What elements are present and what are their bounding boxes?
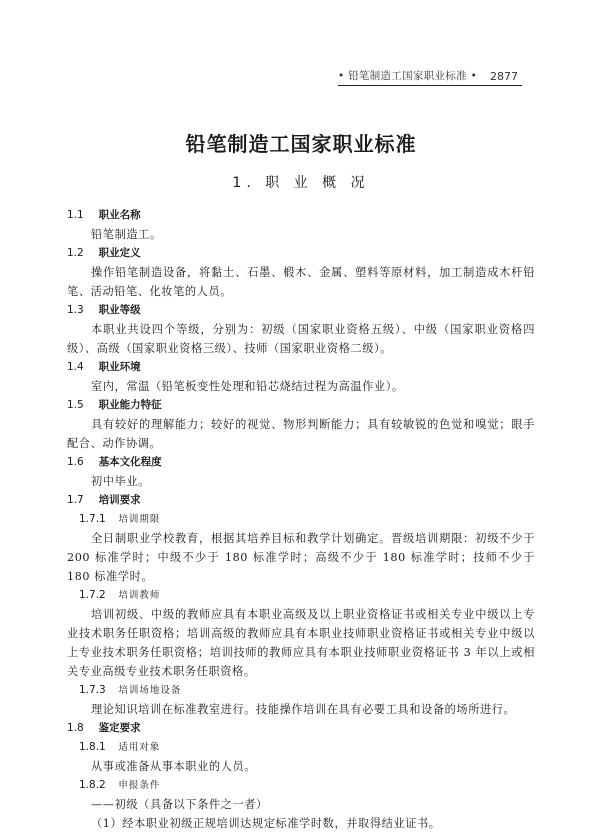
- section-number: 1.5: [67, 399, 84, 411]
- section-title: 鉴定要求: [98, 722, 141, 734]
- subsection-heading-1-7-2: [67, 586, 535, 605]
- section-title: 职业名称: [98, 209, 141, 221]
- subsection-body-1-7-2: 培训初级、中级的教师应具有本职业高级及以上职业资格证书或相关专业中级以上专业技术职务任职资格；培训高级的教师应具有本职业技师职业资格证书或相关专业中级以上专业技术职务任职资格；培训技师的教师应具有本职业技师职业资格证书 3 年以上或相关专业高级专业技术职务任职资格。: [67, 608, 535, 678]
- section-number: 1.7: [67, 494, 84, 506]
- section-title: 职业能力特征: [98, 399, 162, 411]
- section-number: 1.1: [67, 209, 84, 221]
- subsection-heading-1-8-2: [67, 776, 535, 795]
- section-heading-1-8: [67, 719, 535, 738]
- running-header-title: • 铅笔制造工国家职业标准 •: [338, 70, 478, 82]
- running-header: [338, 66, 522, 86]
- subsection-number: 1.7.1: [79, 513, 106, 525]
- section-number: 1.3: [67, 304, 84, 316]
- section-heading-1-5: [67, 396, 535, 415]
- document-body: [67, 206, 535, 833]
- section-body-1-5: 具有较好的理解能力；较好的视觉、物形判断能力；具有较敏锐的色觉和嗅觉；眼手配合、动作协调。: [67, 418, 535, 450]
- section-title: 职业环境: [98, 361, 141, 373]
- section-body-1-4: 室内，常温（铅笔板变性处理和铅芯烧结过程为高温作业）。: [91, 380, 404, 393]
- subsection-body-1-7-1: 全日制职业学校教育，根据其培养目标和教学计划确定。晋级培训期限：初级不少于 200 标准学时；中级不少于 180 标准学时；高级不少于 180 标准学时；技师不少于 180 标准学时。: [67, 532, 535, 583]
- section-heading-1-4: [67, 358, 535, 377]
- section-number: 1.4: [67, 361, 84, 373]
- section-body-1-2: 操作铅笔制造设备，将黏土、石墨、椴木、金属、塑料等原材料，加工制造成木杆铅笔、活动铅笔、化妆笔的人员。: [67, 266, 535, 298]
- section-number: 1.8: [67, 722, 84, 734]
- section-heading-1-6: [67, 453, 535, 472]
- section-number: 1.2: [67, 247, 84, 259]
- subsection-heading-1-7-1: [67, 510, 535, 529]
- section-heading-1-1: [67, 206, 535, 225]
- document-title: 铅笔制造工国家职业标准: [185, 132, 417, 156]
- section-title: 职业定义: [98, 247, 141, 259]
- subsection-title: 申报条件: [118, 780, 161, 791]
- subsection-title: 培训期限: [118, 514, 161, 525]
- section-body-1-1: 铅笔制造工。: [91, 228, 162, 241]
- subsection-body-1-7-3: 理论知识培训在标准教室进行。技能操作培训在具有必要工具和设备的场所进行。: [91, 703, 516, 716]
- subsection-heading-1-8-1: [67, 738, 535, 757]
- section-title: 基本文化程度: [98, 456, 162, 468]
- page-number: 2877: [490, 70, 518, 83]
- section-title: 培训要求: [98, 494, 141, 506]
- subsection-number: 1.8.2: [79, 779, 106, 791]
- chapter-title: 1. 职 业 概 况: [232, 175, 370, 191]
- subsection-number: 1.7.3: [79, 684, 106, 696]
- section-heading-1-7: [67, 491, 535, 510]
- application-level-heading: ——初级（具备以下条件之一者）: [91, 798, 268, 811]
- subsection-title: 适用对象: [118, 742, 161, 753]
- section-heading-1-3: [67, 301, 535, 320]
- subsection-number: 1.7.2: [79, 589, 106, 601]
- section-body-1-3: 本职业共设四个等级，分别为：初级（国家职业资格五级）、中级（国家职业资格四级）、高级（国家职业资格三级）、技师（国家职业资格二级）。: [67, 323, 535, 355]
- section-title: 职业等级: [98, 304, 141, 316]
- section-body-1-6: 初中毕业。: [91, 475, 150, 488]
- subsection-heading-1-7-3: [67, 681, 535, 700]
- subsection-body-1-8-1: 从事或准备从事本职业的人员。: [91, 760, 257, 773]
- section-number: 1.6: [67, 456, 84, 468]
- section-heading-1-2: [67, 244, 535, 263]
- subsection-title: 培训教师: [118, 590, 161, 601]
- application-condition-item: （1）经本职业初级正规培训达规定标准学时数，并取得结业证书。: [91, 817, 441, 830]
- subsection-title: 培训场地设备: [118, 685, 182, 696]
- subsection-number: 1.8.1: [79, 741, 106, 753]
